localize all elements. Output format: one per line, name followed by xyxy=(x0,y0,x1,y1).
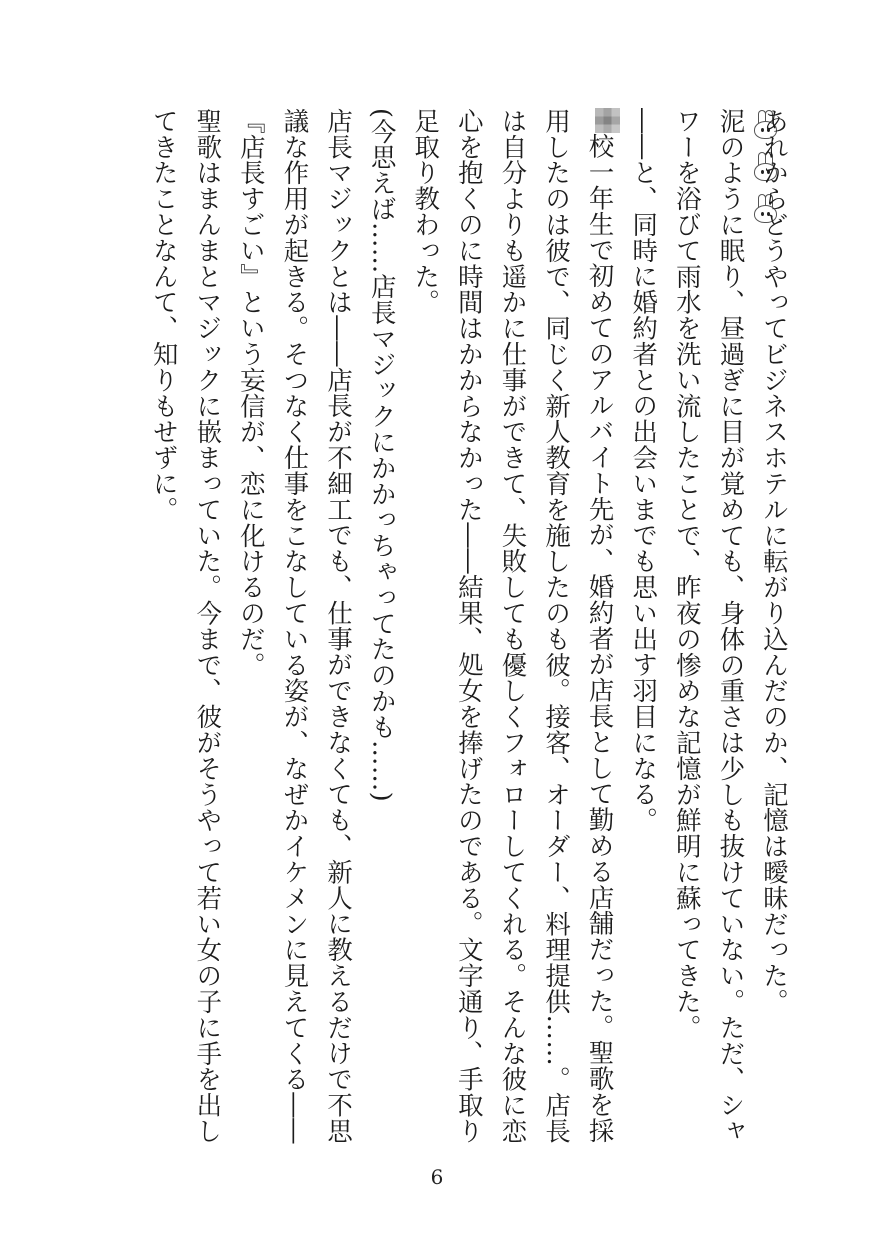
vertical-text-body xyxy=(16,108,796,1158)
paragraph: あれからどうやってビジネスホテルに転がり込んだのか、記憶は曖昧だった。 xyxy=(760,108,790,1015)
paragraph: 聖歌はまんまとマジックに嵌まっていた。今まで、彼がそうやって若い女の子に手を出してきたことなんて、知りもせずに。 xyxy=(149,108,224,1144)
paragraph: 泥のように眠り、昼過ぎに目が覚めても、身体の重さは少しも抜けていない。ただ、シャワーを浴びて雨水を洗い流したことで、昨夜の惨めな記憶が鮮明に蘇ってきた。 xyxy=(672,108,747,1144)
paragraph: 店長マジックとは――店長が不細工でも、仕事ができなくても、新人に教えるだけで不思議な作用が起きる。そつなく仕事をこなしている姿が、なぜかイケメンに見えてくる――『店長すごい』という妄信が、恋に化けるのだ。 xyxy=(236,108,355,1144)
page-number: 6 xyxy=(430,1165,444,1189)
paragraph: (今思えば……店長マジックにかかっちゃってたのかも……) xyxy=(367,108,398,803)
paragraph-with-mosaic xyxy=(404,108,622,1158)
paragraph-text: 校一年生で初めてのアルバイト先が、婚約者が店長として勤める店舗だった。聖歌を採用したのは彼で、同じく新人教育を施したのも彼。接客、オーダー、料理提供……。店長は自分よりも遥かに仕事ができて、失敗しても優しくフォローしてくれる。そんな彼に恋心を抱くのに時間はかからなかった――結果、処女を捧げたのである。文字通り、手取り足取り教わった。 xyxy=(411,108,616,1144)
censored-mosaic xyxy=(595,108,620,133)
paragraph: ――と、同時に婚約者との出会いまでも思い出す羽目になる。 xyxy=(629,108,660,834)
